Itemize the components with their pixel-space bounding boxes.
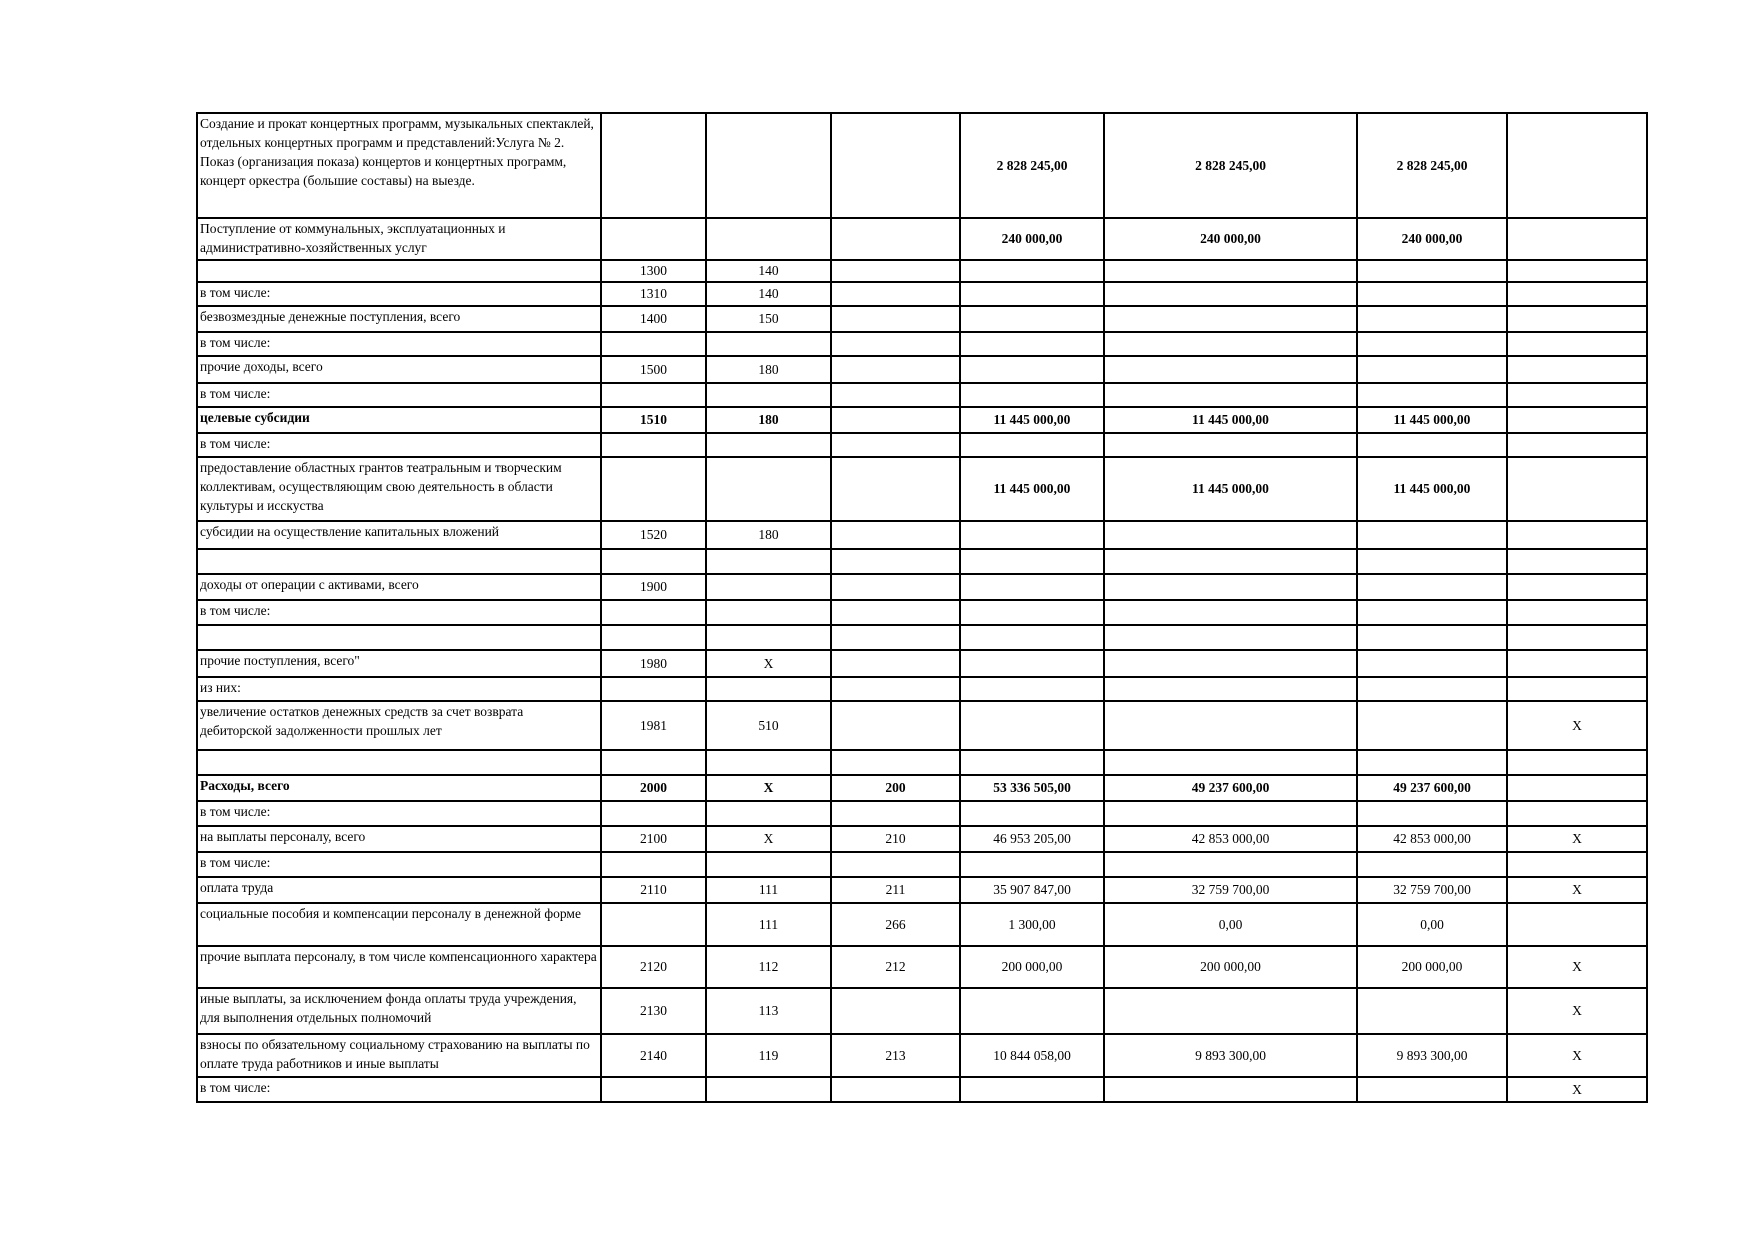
cell-amount-second-plan-year [1357,306,1507,332]
table-row [197,282,1647,306]
cell-line-code [601,625,706,650]
cell-amount-second-plan-year: 11 445 000,00 [1357,457,1507,521]
cell-kosgu-code [831,650,960,677]
cell-budget-code [706,852,831,877]
cell-line-code [601,113,706,218]
cell-amount-current-year: 35 907 847,00 [960,877,1104,903]
cell-amount-current-year: 53 336 505,00 [960,775,1104,801]
cell-budget-code: X [706,826,831,852]
cell-amount-first-plan-year [1104,801,1357,826]
cell-amount-first-plan-year [1104,701,1357,750]
cell-amount-other: X [1507,701,1647,750]
cell-indicator-name [197,750,601,775]
cell-budget-code [706,1077,831,1102]
cell-kosgu-code [831,457,960,521]
table-row [197,775,1647,801]
cell-amount-current-year: 11 445 000,00 [960,407,1104,433]
cell-indicator-name: прочие доходы, всего [197,356,601,383]
cell-amount-second-plan-year [1357,988,1507,1034]
cell-amount-first-plan-year [1104,1077,1357,1102]
table-row [197,356,1647,383]
cell-amount-other: X [1507,877,1647,903]
cell-budget-code [706,218,831,260]
cell-amount-current-year [960,282,1104,306]
cell-indicator-name: Расходы, всего [197,775,601,801]
cell-indicator-name: субсидии на осуществление капитальных вложений [197,521,601,549]
cell-amount-current-year: 10 844 058,00 [960,1034,1104,1077]
cell-budget-code: 140 [706,260,831,282]
table-row [197,433,1647,457]
cell-amount-current-year [960,801,1104,826]
cell-amount-second-plan-year [1357,356,1507,383]
cell-line-code [601,218,706,260]
cell-line-code: 1981 [601,701,706,750]
cell-amount-other [1507,775,1647,801]
cell-amount-current-year: 11 445 000,00 [960,457,1104,521]
cell-amount-other [1507,625,1647,650]
cell-budget-code [706,383,831,407]
cell-amount-current-year [960,852,1104,877]
cell-amount-second-plan-year [1357,383,1507,407]
cell-budget-code: 111 [706,903,831,946]
cell-amount-current-year [960,988,1104,1034]
cell-amount-first-plan-year [1104,600,1357,625]
cell-amount-second-plan-year [1357,433,1507,457]
cell-amount-current-year [960,750,1104,775]
cell-kosgu-code [831,383,960,407]
cell-budget-code [706,677,831,701]
cell-amount-second-plan-year [1357,852,1507,877]
cell-amount-second-plan-year: 9 893 300,00 [1357,1034,1507,1077]
cell-budget-code [706,457,831,521]
cell-indicator-name: в том числе: [197,383,601,407]
cell-amount-current-year: 200 000,00 [960,946,1104,988]
cell-amount-other [1507,306,1647,332]
cell-kosgu-code [831,356,960,383]
table-row [197,903,1647,946]
cell-amount-other [1507,903,1647,946]
cell-amount-second-plan-year: 2 828 245,00 [1357,113,1507,218]
cell-amount-other [1507,677,1647,701]
cell-kosgu-code: 210 [831,826,960,852]
cell-amount-first-plan-year: 2 828 245,00 [1104,113,1357,218]
cell-indicator-name: в том числе: [197,852,601,877]
cell-budget-code: 140 [706,282,831,306]
cell-line-code: 2110 [601,877,706,903]
cell-kosgu-code [831,750,960,775]
cell-amount-other: X [1507,946,1647,988]
cell-amount-other [1507,457,1647,521]
cell-amount-current-year [960,600,1104,625]
cell-budget-code [706,433,831,457]
cell-amount-other [1507,600,1647,625]
cell-budget-code: 111 [706,877,831,903]
cell-budget-code: 113 [706,988,831,1034]
table-row [197,549,1647,574]
cell-line-code [601,600,706,625]
cell-indicator-name [197,260,601,282]
cell-amount-other [1507,750,1647,775]
cell-amount-second-plan-year [1357,332,1507,356]
cell-amount-first-plan-year [1104,282,1357,306]
cell-indicator-name: взносы по обязательному социальному страхованию на выплаты по оплате труда работников и иные выплаты [197,1034,601,1077]
cell-amount-other [1507,549,1647,574]
cell-amount-other [1507,260,1647,282]
cell-line-code: 2100 [601,826,706,852]
cell-amount-first-plan-year [1104,356,1357,383]
cell-kosgu-code: 200 [831,775,960,801]
cell-kosgu-code: 213 [831,1034,960,1077]
cell-line-code: 1310 [601,282,706,306]
cell-amount-second-plan-year [1357,282,1507,306]
cell-budget-code [706,549,831,574]
table-row [197,826,1647,852]
cell-amount-first-plan-year [1104,750,1357,775]
cell-line-code [601,549,706,574]
cell-budget-code: X [706,650,831,677]
table-body [197,113,1647,1102]
cell-budget-code: 180 [706,356,831,383]
table-row [197,625,1647,650]
cell-indicator-name [197,625,601,650]
cell-amount-first-plan-year: 11 445 000,00 [1104,407,1357,433]
cell-kosgu-code [831,282,960,306]
cell-amount-other: X [1507,826,1647,852]
cell-indicator-name: в том числе: [197,1077,601,1102]
cell-amount-second-plan-year: 240 000,00 [1357,218,1507,260]
cell-amount-other [1507,356,1647,383]
cell-line-code [601,332,706,356]
financial-plan-table [196,112,1648,1103]
cell-amount-current-year [960,1077,1104,1102]
cell-amount-second-plan-year [1357,260,1507,282]
cell-amount-current-year: 1 300,00 [960,903,1104,946]
cell-amount-current-year [960,433,1104,457]
table-row [197,701,1647,750]
cell-amount-other [1507,521,1647,549]
cell-amount-first-plan-year [1104,650,1357,677]
cell-amount-first-plan-year [1104,574,1357,600]
cell-amount-other [1507,407,1647,433]
cell-indicator-name: в том числе: [197,332,601,356]
cell-amount-first-plan-year: 49 237 600,00 [1104,775,1357,801]
cell-line-code [601,903,706,946]
cell-kosgu-code [831,306,960,332]
cell-budget-code: 119 [706,1034,831,1077]
cell-amount-first-plan-year [1104,521,1357,549]
cell-line-code [601,750,706,775]
cell-budget-code: 150 [706,306,831,332]
cell-kosgu-code: 211 [831,877,960,903]
cell-amount-first-plan-year [1104,433,1357,457]
cell-kosgu-code [831,260,960,282]
cell-amount-current-year [960,521,1104,549]
cell-amount-other [1507,852,1647,877]
cell-budget-code: 112 [706,946,831,988]
cell-amount-current-year [960,650,1104,677]
cell-amount-second-plan-year: 49 237 600,00 [1357,775,1507,801]
cell-line-code [601,383,706,407]
cell-indicator-name: социальные пособия и компенсации персоналу в денежной форме [197,903,601,946]
cell-amount-current-year [960,549,1104,574]
cell-kosgu-code [831,852,960,877]
cell-budget-code [706,332,831,356]
cell-line-code [601,852,706,877]
cell-indicator-name: в том числе: [197,801,601,826]
cell-amount-second-plan-year [1357,677,1507,701]
cell-amount-other [1507,282,1647,306]
cell-indicator-name: в том числе: [197,282,601,306]
cell-amount-second-plan-year [1357,701,1507,750]
cell-line-code: 2120 [601,946,706,988]
cell-kosgu-code [831,332,960,356]
cell-line-code [601,801,706,826]
cell-kosgu-code [831,677,960,701]
cell-indicator-name: Поступление от коммунальных, эксплуатационных и административно-хозяйственных услуг [197,218,601,260]
table-row [197,750,1647,775]
cell-amount-second-plan-year [1357,750,1507,775]
cell-amount-first-plan-year [1104,677,1357,701]
table-row [197,1034,1647,1077]
cell-kosgu-code [831,988,960,1034]
table-row [197,988,1647,1034]
table-row [197,218,1647,260]
table-row [197,521,1647,549]
cell-amount-current-year [960,383,1104,407]
cell-budget-code [706,801,831,826]
cell-amount-first-plan-year [1104,306,1357,332]
cell-indicator-name: прочие выплата персоналу, в том числе компенсационного характера [197,946,601,988]
cell-line-code [601,1077,706,1102]
cell-amount-second-plan-year [1357,521,1507,549]
table-row [197,877,1647,903]
cell-indicator-name: иные выплаты, за исключением фонда оплаты труда учреждения, для выполнения отдельных полномочий [197,988,601,1034]
cell-amount-first-plan-year: 42 853 000,00 [1104,826,1357,852]
cell-indicator-name: на выплаты персоналу, всего [197,826,601,852]
cell-kosgu-code [831,600,960,625]
cell-amount-other [1507,332,1647,356]
table-row [197,260,1647,282]
table-row [197,113,1647,218]
cell-kosgu-code [831,549,960,574]
cell-indicator-name [197,549,601,574]
cell-line-code [601,677,706,701]
cell-line-code [601,433,706,457]
cell-indicator-name: из них: [197,677,601,701]
cell-line-code: 1520 [601,521,706,549]
cell-amount-second-plan-year [1357,574,1507,600]
cell-budget-code: 510 [706,701,831,750]
cell-amount-current-year: 2 828 245,00 [960,113,1104,218]
cell-line-code: 1900 [601,574,706,600]
cell-amount-other [1507,383,1647,407]
cell-indicator-name: увеличение остатков денежных средств за счет возврата дебиторской задолженности прошлых лет [197,701,601,750]
cell-line-code: 2140 [601,1034,706,1077]
table-row [197,457,1647,521]
cell-amount-first-plan-year: 240 000,00 [1104,218,1357,260]
cell-amount-other: X [1507,988,1647,1034]
cell-amount-first-plan-year: 9 893 300,00 [1104,1034,1357,1077]
cell-amount-second-plan-year: 0,00 [1357,903,1507,946]
cell-line-code: 1300 [601,260,706,282]
cell-amount-first-plan-year [1104,625,1357,650]
cell-budget-code [706,600,831,625]
cell-line-code: 2000 [601,775,706,801]
cell-amount-first-plan-year: 0,00 [1104,903,1357,946]
cell-line-code: 2130 [601,988,706,1034]
cell-amount-other [1507,433,1647,457]
cell-amount-second-plan-year [1357,600,1507,625]
cell-amount-other: X [1507,1077,1647,1102]
cell-amount-current-year: 46 953 205,00 [960,826,1104,852]
table-row [197,650,1647,677]
cell-amount-second-plan-year: 200 000,00 [1357,946,1507,988]
cell-amount-other [1507,650,1647,677]
financial-plan-sheet [196,112,1646,1103]
cell-line-code: 1980 [601,650,706,677]
table-row [197,852,1647,877]
cell-amount-first-plan-year [1104,332,1357,356]
cell-amount-first-plan-year [1104,260,1357,282]
cell-amount-second-plan-year [1357,549,1507,574]
table-row [197,677,1647,701]
table-row [197,383,1647,407]
table-row [197,306,1647,332]
cell-indicator-name: в том числе: [197,600,601,625]
table-row [197,946,1647,988]
cell-budget-code [706,574,831,600]
cell-amount-first-plan-year: 32 759 700,00 [1104,877,1357,903]
cell-kosgu-code [831,407,960,433]
cell-budget-code: 180 [706,521,831,549]
table-row [197,574,1647,600]
table-row [197,801,1647,826]
cell-indicator-name: оплата труда [197,877,601,903]
table-row [197,600,1647,625]
cell-kosgu-code [831,433,960,457]
cell-amount-second-plan-year: 32 759 700,00 [1357,877,1507,903]
cell-line-code [601,457,706,521]
cell-amount-current-year [960,332,1104,356]
cell-amount-second-plan-year: 11 445 000,00 [1357,407,1507,433]
table-row [197,332,1647,356]
cell-line-code: 1400 [601,306,706,332]
cell-indicator-name: Создание и прокат концертных программ, музыкальных спектаклей, отдельных концертных программ и представлений:Услуга № 2. Показ (организация показа) концертов и концертных программ, концерт оркестра (большие составы) на выезде. [197,113,601,218]
cell-kosgu-code [831,701,960,750]
cell-amount-current-year [960,574,1104,600]
cell-amount-other: X [1507,1034,1647,1077]
table-row [197,1077,1647,1102]
cell-budget-code [706,113,831,218]
cell-budget-code: 180 [706,407,831,433]
cell-kosgu-code [831,521,960,549]
cell-amount-current-year [960,260,1104,282]
cell-amount-other [1507,218,1647,260]
table-row [197,407,1647,433]
cell-amount-second-plan-year [1357,625,1507,650]
cell-amount-second-plan-year [1357,1077,1507,1102]
cell-budget-code: X [706,775,831,801]
cell-indicator-name: целевые субсидии [197,407,601,433]
cell-amount-second-plan-year [1357,650,1507,677]
cell-indicator-name: прочие поступления, всего" [197,650,601,677]
cell-amount-current-year [960,356,1104,383]
cell-line-code: 1510 [601,407,706,433]
cell-amount-current-year [960,625,1104,650]
cell-amount-current-year [960,701,1104,750]
cell-amount-other [1507,801,1647,826]
cell-amount-current-year [960,677,1104,701]
cell-amount-other [1507,574,1647,600]
cell-amount-current-year: 240 000,00 [960,218,1104,260]
cell-kosgu-code [831,801,960,826]
cell-kosgu-code [831,113,960,218]
cell-amount-first-plan-year [1104,988,1357,1034]
cell-kosgu-code [831,625,960,650]
cell-indicator-name: доходы от операции с активами, всего [197,574,601,600]
cell-kosgu-code: 212 [831,946,960,988]
cell-indicator-name: в том числе: [197,433,601,457]
cell-amount-second-plan-year [1357,801,1507,826]
cell-indicator-name: предоставление областных грантов театральным и творческим коллективам, осуществляющим свою деятельность в области культуры и исскуства [197,457,601,521]
cell-amount-first-plan-year [1104,852,1357,877]
cell-amount-first-plan-year [1104,549,1357,574]
cell-kosgu-code [831,1077,960,1102]
cell-kosgu-code: 266 [831,903,960,946]
cell-indicator-name: безвозмездные денежные поступления, всего [197,306,601,332]
cell-budget-code [706,625,831,650]
cell-line-code: 1500 [601,356,706,383]
cell-amount-first-plan-year: 200 000,00 [1104,946,1357,988]
cell-amount-current-year [960,306,1104,332]
cell-amount-second-plan-year: 42 853 000,00 [1357,826,1507,852]
cell-amount-first-plan-year [1104,383,1357,407]
cell-budget-code [706,750,831,775]
cell-amount-first-plan-year: 11 445 000,00 [1104,457,1357,521]
cell-kosgu-code [831,218,960,260]
cell-kosgu-code [831,574,960,600]
cell-amount-other [1507,113,1647,218]
